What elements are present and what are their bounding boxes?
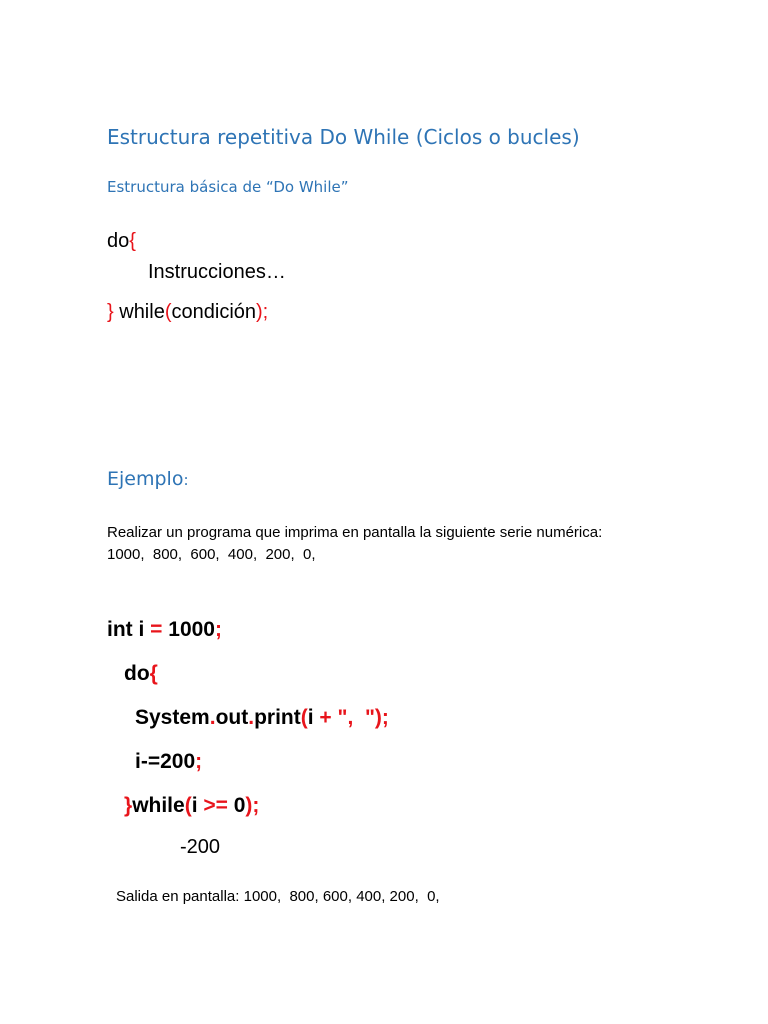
code-decrement: =200 [147,750,196,773]
code-int-declaration: int i [107,618,151,641]
code-line-1 [107,618,222,642]
code-open-brace: { [149,662,158,685]
code-line-2 [124,662,158,686]
code-open-paren: ( [184,794,192,817]
syntax-line-instructions: Instrucciones… [148,261,286,283]
code-initial-value: 1000 [162,618,215,641]
example-heading-text: Ejemplo [107,468,184,490]
code-do-keyword: do [124,662,150,685]
code-minus: - [140,750,148,773]
code-line-3 [135,706,389,730]
code-line-4 [135,750,202,774]
code-out: out [215,706,249,729]
syntax-open-brace: { [129,230,136,252]
example-description-line-2: 1000, 800, 600, 400, 200, 0, [107,546,316,563]
syntax-condition: condición [171,301,257,323]
code-while-keyword: while [132,794,185,817]
example-description [107,522,602,566]
code-close-paren: ); [245,794,260,817]
syntax-line-while [107,301,268,324]
syntax-do-keyword: do [107,230,130,252]
code-zero: 0 [227,794,246,817]
example-heading [107,468,189,490]
code-line-5 [124,794,259,818]
code-comparison-operator: >= [203,794,228,817]
code-print: print [254,706,301,729]
output-line: Salida en pantalla: 1000, 800, 600, 400, 200, 0, [116,888,440,905]
code-var-i: i [191,794,204,817]
code-dot: . [248,706,255,729]
example-description-line-1: Realizar un programa que imprima en pantalla la siguiente serie numérica: [107,524,603,541]
code-open-paren: ( [300,706,308,729]
code-assign-operator: = [150,618,163,641]
syntax-while-keyword: while [113,301,165,323]
code-dot: . [209,706,216,729]
code-system: System [135,706,210,729]
code-annotation: -200 [180,836,221,858]
document-title: Estructura repetitiva Do While (Ciclos o bucles) [107,125,580,149]
code-semicolon: ; [215,618,222,641]
code-plus-operator: + [319,706,332,729]
code-close-brace: } [124,794,133,817]
example-heading-colon: : [183,471,189,489]
document-subtitle: Estructura básica de “Do While” [107,178,349,196]
syntax-line-do [107,230,136,253]
code-var-i: i [135,750,141,773]
syntax-open-paren: ( [164,301,172,323]
syntax-close-brace: } [107,301,114,323]
syntax-close-paren: ); [256,301,269,323]
code-semicolon: ; [195,750,203,773]
code-string-literal: ", "); [331,706,389,729]
code-var-i: i [307,706,320,729]
